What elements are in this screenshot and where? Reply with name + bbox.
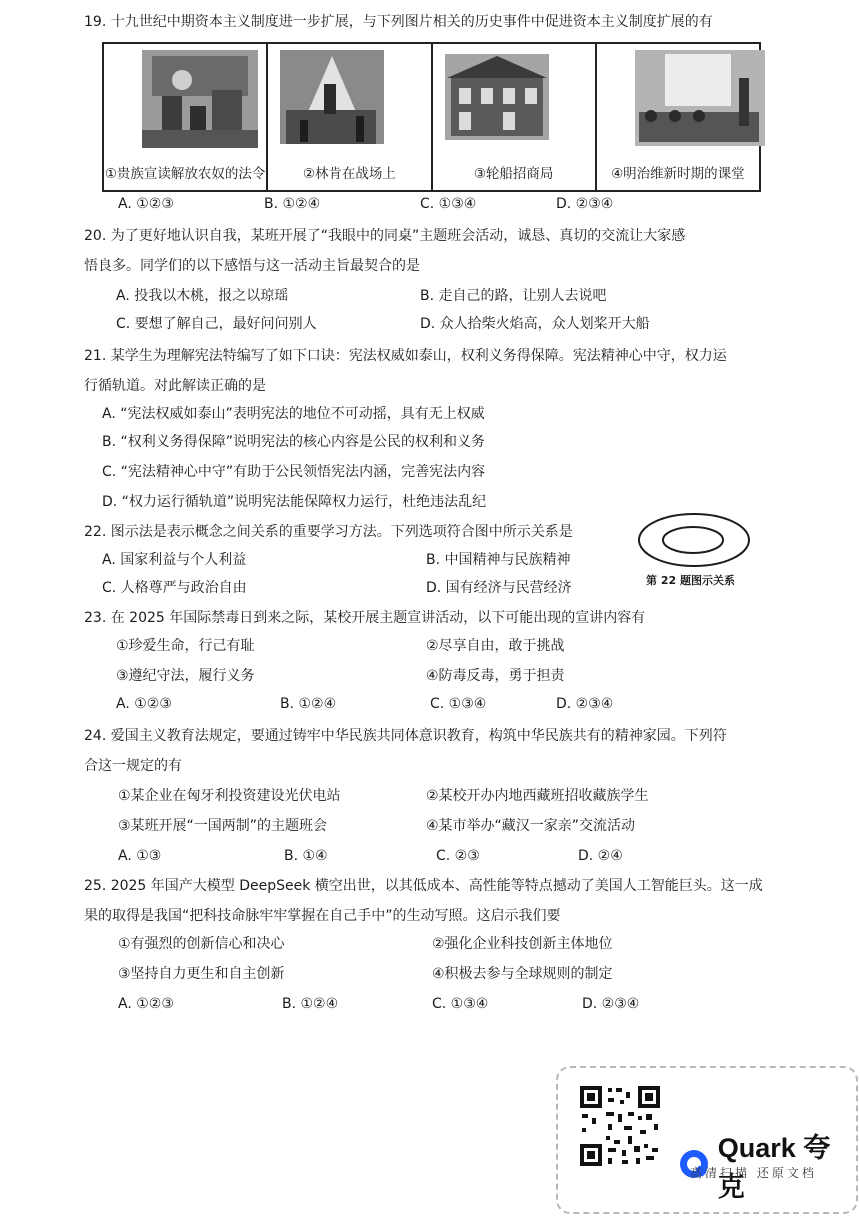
q20-option-c[interactable]: C. 要想了解自己，最好问问别人 [116,316,317,332]
q24-option-c[interactable]: C. ②③ [436,848,480,864]
q20-option-d[interactable]: D. 众人拾柴火焰高，众人划桨开大船 [420,316,650,332]
q25-stem-line2: 果的取得是我国“把科技命脉牢牢掌握在自己手中”的生动写照。这启示我们要 [84,908,561,924]
q19-stem: 19. 十九世纪中期资本主义制度进一步扩展，与下列图片相关的历史事件中促进资本主义制度扩展的有 [84,14,713,30]
q24-stem-line1: 24. 爱国主义教育法规定，要通过铸牢中华民族共同体意识教育，构筑中华民族共有的精神家园。下列符 [84,728,727,744]
serf-decree-illustration [112,50,288,150]
q23-item-3: ③遵纪守法，履行义务 [116,668,255,684]
q19-option-c[interactable]: C. ①③④ [420,196,477,212]
q22-concept-diagram [636,510,752,570]
q22-option-a[interactable]: A. 国家利益与个人利益 [102,552,247,568]
q24-option-a[interactable]: A. ①③ [118,848,162,864]
q25-option-d[interactable]: D. ②③④ [582,996,640,1012]
q21-stem-line2: 行循轨道。对此解读正确的是 [84,378,266,394]
q19-picture-1 [104,44,268,190]
q21-option-a[interactable]: A. “宪法权威如泰山”表明宪法的地位不可动摇，具有无上权威 [102,406,485,422]
q21-option-c[interactable]: C. “宪法精神心中守”有助于公民领悟宪法内涵，完善宪法内容 [102,464,486,480]
q25-option-c[interactable]: C. ①③④ [432,996,489,1012]
q24-option-b[interactable]: B. ①④ [284,848,328,864]
q20-option-b[interactable]: B. 走自己的路，让别人去说吧 [420,288,607,304]
q25-option-b[interactable]: B. ①②④ [282,996,339,1012]
q19-caption-3: ③轮船招商局 [473,166,554,182]
quark-brand-name: Quark 夸克 [717,1133,831,1202]
q21-option-b[interactable]: B. “权利义务得保障”说明宪法的核心内容是公民的权利和义务 [102,434,486,450]
q24-option-d[interactable]: D. ②④ [578,848,623,864]
q19-picture-2 [268,44,432,190]
q22-stem: 22. 图示法是表示概念之间关系的重要学习方法。下列选项符合图中所示关系是 [84,524,573,540]
q20-stem-line2: 悟良多。同学们的以下感悟与这一活动主旨最契合的是 [84,258,420,274]
q22-diagram-caption: 第 22 题图示关系 [646,574,735,587]
outer-ellipse [639,514,749,566]
q21-stem-line1: 21. 某学生为理解宪法特编写了如下口诀：宪法权威如泰山，权利义务得保障。宪法精神心中守，权力运 [84,348,727,364]
q19-option-d[interactable]: D. ②③④ [556,196,614,212]
q24-item-4: ④某市举办“藏汉一家亲”交流活动 [426,818,636,834]
q22-option-d[interactable]: D. 国有经济与民营经济 [426,580,572,596]
q24-item-3: ③某班开展“一国两制”的主题班会 [118,818,328,834]
q23-option-c[interactable]: C. ①③④ [430,696,487,712]
q24-item-1: ①某企业在匈牙利投资建设光伏电站 [118,788,341,804]
q24-item-2: ②某校开办内地西藏班招收藏族学生 [426,788,649,804]
q25-stem-line1: 25. 2025 年国产大模型 DeepSeek 横空出世，以其低成本、高性能等特点撼动了美国人工智能巨头。这一成 [84,878,763,894]
q19-caption-4: ④明治维新时期的课堂 [611,166,745,182]
lincoln-battlefield-illustration [276,50,386,150]
q25-item-2: ②强化企业科技创新主体地位 [432,936,613,952]
q23-item-4: ④防毒反毒，勇于担责 [426,668,565,684]
q23-item-1: ①珍爱生命，行己有耻 [116,638,255,654]
q19-picture-table [102,42,761,192]
q21-option-d[interactable]: D. “权力运行循轨道”说明宪法能保障权力运行，杜绝违法乱纪 [102,494,487,510]
q25-item-1: ①有强烈的创新信心和决心 [118,936,285,952]
q19-option-a[interactable]: A. ①②③ [118,196,174,212]
q23-option-a[interactable]: A. ①②③ [116,696,172,712]
q23-option-b[interactable]: B. ①②④ [280,696,337,712]
q19-picture-4 [597,44,759,190]
q25-item-4: ④积极去参与全球规则的制定 [432,966,613,982]
merchants-steam-building-illustration [441,50,551,150]
q23-stem: 23. 在 2025 年国际禁毒日到来之际，某校开展主题宣讲活动，以下可能出现的宣讲内容有 [84,610,646,626]
q19-caption-2: ②林肯在战场上 [302,166,396,182]
q22-option-b[interactable]: B. 中国精神与民族精神 [426,552,571,568]
q25-item-3: ③坚持自力更生和自主创新 [118,966,285,982]
q20-option-a[interactable]: A. 投我以木桃，报之以琼瑶 [116,288,289,304]
q24-stem-line2: 合这一规定的有 [84,758,182,774]
q19-option-b[interactable]: B. ①②④ [264,196,321,212]
q23-option-d[interactable]: D. ②③④ [556,696,614,712]
quark-scan-badge[interactable] [556,1066,858,1214]
quark-subtitle: 高清扫描 还原文档 [690,1166,817,1180]
q19-picture-3 [433,44,597,190]
q25-option-a[interactable]: A. ①②③ [118,996,174,1012]
inner-ellipse [663,527,723,553]
q23-item-2: ②尽享自由，敢于挑战 [426,638,565,654]
q20-stem-line1: 20. 为了更好地认识自我，某班开展了“我眼中的同桌”主题班会活动，诚恳、真切的交流让大家感 [84,228,686,244]
qr-code-icon[interactable] [578,1084,662,1168]
meiji-classroom-illustration [605,50,795,150]
q19-caption-1: ①贵族宣读解放农奴的法令 [104,166,266,182]
q22-option-c[interactable]: C. 人格尊严与政治自由 [102,580,247,596]
